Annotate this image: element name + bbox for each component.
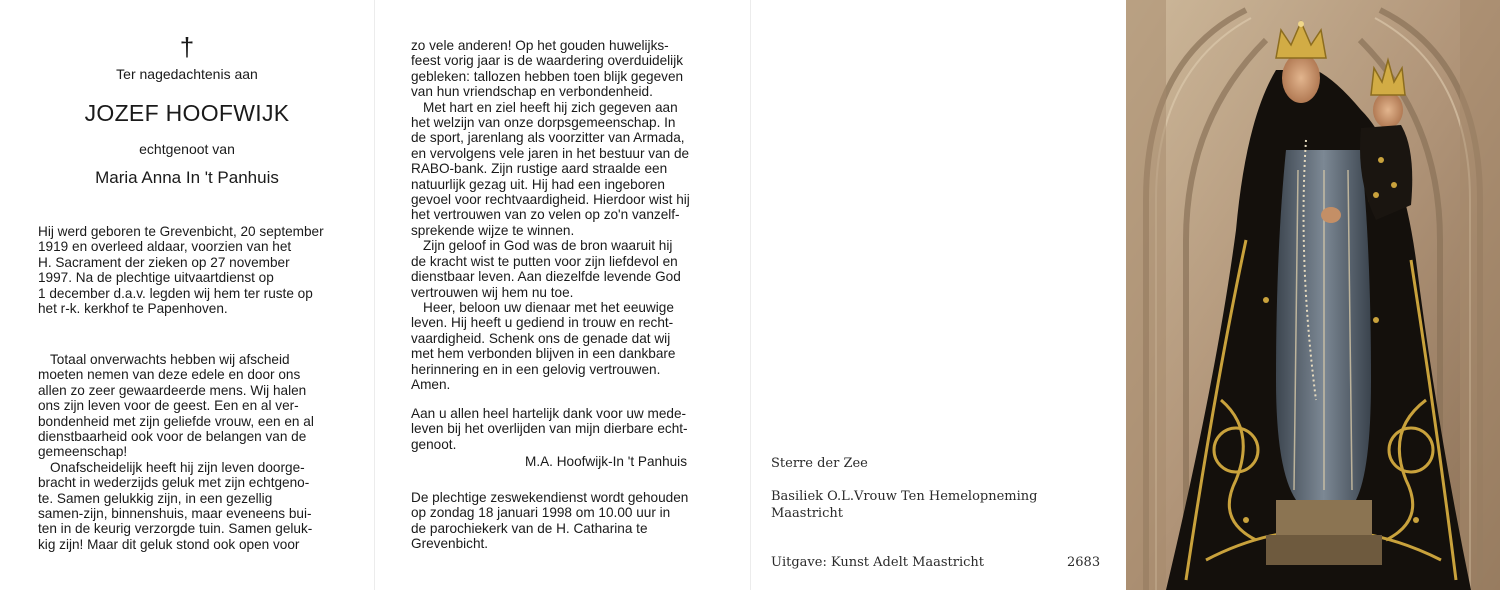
- continued-line: Heer, beloon uw dienaar met het eeuwige: [423, 299, 674, 315]
- thanks-line: leven bij het overlijden van mijn dierbare echt-: [411, 421, 688, 437]
- bio-line: 1919 en overleed aldaar, voorzien van het: [38, 239, 292, 255]
- image-location-line1: Basiliek O.L.Vrouw Ten Hemelopneming: [771, 489, 1038, 504]
- continued-paragraph: [411, 38, 741, 392]
- tribute-line: Onafscheidelijk heeft hij zijn leven doorge-: [50, 459, 305, 475]
- tribute-line: bondenheid met zijn geliefde vrouw, een en al: [38, 413, 314, 429]
- tribute-line: gemeenschap!: [38, 444, 128, 460]
- card-number: 2683: [1067, 555, 1101, 570]
- continued-line: het vertrouwen van zo velen op zo'n vanzelf-: [411, 207, 680, 223]
- continued-line: Amen.: [411, 376, 451, 392]
- continued-line: zo vele anderen! Op het gouden huwelijks-: [411, 38, 669, 53]
- continued-line: het welzijn van onze dorpsgemeenschap. In: [411, 115, 676, 131]
- spouse-name: Maria Anna In 't Panhuis: [95, 168, 279, 187]
- thanks-line: genoot.: [411, 436, 457, 452]
- spouse-of-label: echtgenoot van: [139, 141, 235, 157]
- service-line: op zondag 18 januari 1998 om 10.00 uur in: [411, 505, 671, 521]
- bio-line: Hij werd geboren te Grevenbicht, 20 september: [38, 224, 324, 239]
- tribute-line: Totaal onverwachts hebben wij afscheid: [50, 352, 290, 367]
- tribute-line: kig zijn! Maar dit geluk stond ook open voor: [38, 536, 300, 552]
- continued-line: herinnering en in een gelovig vertrouwen.: [411, 361, 661, 377]
- continued-line: sprekende wijze te winnen.: [411, 222, 575, 238]
- service-line: Grevenbicht.: [411, 536, 489, 552]
- tribute-line: ten in de keurig verzorgde tuin. Samen geluk-: [38, 521, 313, 537]
- continued-line: en vervolgens vele jaren in het bestuur van de: [411, 145, 690, 161]
- bio-line: 1997. Na de plechtige uitvaartdienst op: [38, 270, 274, 286]
- image-location-line2: Maastricht: [771, 506, 843, 521]
- service-line: de parochiekerk van de H. Catharina te: [411, 520, 648, 536]
- bio-line: het r-k. kerkhof te Papenhoven.: [38, 301, 228, 317]
- tribute-line: bracht in wederzijds geluk met zijn echtgeno-: [38, 475, 310, 491]
- continued-line: dienstbaar leven. Aan diezelfde levende God: [411, 269, 681, 285]
- madonna-statue-image: [1126, 0, 1500, 590]
- continued-line: feest vorig jaar is de waardering overduidelijk: [411, 53, 684, 69]
- card-panel-left: [0, 0, 374, 590]
- continued-line: natuurlijk gezag uit. Hij had een ingeboren: [411, 176, 665, 192]
- continued-line: met hem verbonden blijven in een dankbare: [411, 346, 676, 362]
- tribute-line: samen-zijn, binnenshuis, maar eveneens bui-: [38, 506, 312, 522]
- continued-line: van hun vriendschap en verbondenheid.: [411, 84, 653, 100]
- service-paragraph: [411, 490, 741, 552]
- continued-line: vaardigheid. Schenk ons de genade dat wij: [411, 330, 671, 346]
- image-title: Sterre der Zee: [771, 456, 868, 471]
- continued-line: gebleken: tallozen hebben toen blijk gegeven: [411, 68, 684, 84]
- continued-line: RABO-bank. Zijn rustige aard straalde een: [411, 161, 668, 177]
- continued-line: de kracht wist te putten voor zijn liefdevol en: [411, 253, 678, 269]
- memorial-intro: Ter nagedachtenis aan: [116, 66, 258, 82]
- bio-line: H. Sacrament der zieken op 27 november: [38, 254, 290, 270]
- card-panel-back: [750, 0, 1126, 590]
- service-line: De plechtige zeswekendienst wordt gehouden: [411, 490, 689, 505]
- continued-line: gevoel voor rechtvaardigheid. Hierdoor wist hij: [411, 192, 690, 208]
- tribute-line: allen zo zeer gewaardeerde mens. Wij halen: [38, 382, 307, 398]
- continued-line: leven. Hij heeft u gediend in trouw en recht-: [411, 315, 674, 331]
- continued-line: Met hart en ziel heeft hij zich gegeven aan: [423, 99, 678, 115]
- cross-icon: †: [179, 32, 195, 62]
- publisher-credit: Uitgave: Kunst Adelt Maastricht: [771, 555, 985, 570]
- signature: M.A. Hoofwijk-In 't Panhuis: [525, 454, 688, 469]
- card-panel-middle: [374, 0, 750, 590]
- continued-line: de sport, jarenlang als voorzitter van Armada,: [411, 130, 685, 146]
- continued-line: vertrouwen wij hem nu toe.: [411, 284, 574, 300]
- thanks-paragraph: [411, 406, 741, 452]
- continued-line: Zijn geloof in God was de bron waaruit hij: [423, 238, 673, 254]
- thanks-line: Aan u allen heel hartelijk dank voor uw mede-: [411, 406, 687, 421]
- bio-paragraph: [38, 224, 358, 316]
- bio-line: 1 december d.a.v. legden wij hem ter ruste op: [38, 285, 313, 301]
- tribute-line: ons zijn leven voor de geest. Een en al ver-: [38, 398, 299, 414]
- tribute-line: te. Samen gelukkig zijn, in een gezellig: [38, 490, 273, 506]
- tribute-line: moeten nemen van deze edele en door ons: [38, 367, 301, 383]
- deceased-name: JOZEF HOOFWIJK: [84, 100, 290, 126]
- tribute-paragraph: [38, 352, 358, 552]
- tribute-line: dienstbaarheid ook voor de belangen van de: [38, 429, 307, 445]
